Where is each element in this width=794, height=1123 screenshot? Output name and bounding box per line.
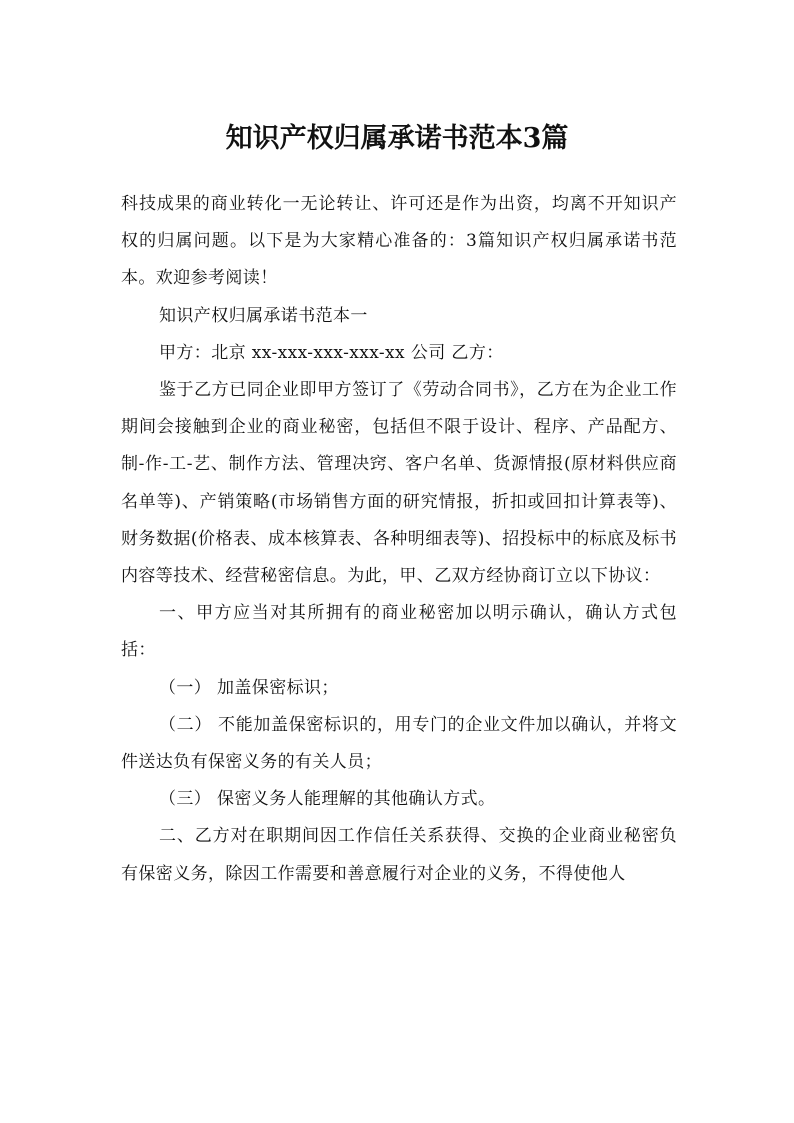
paragraph-item-3: （三） 保密义务人能理解的其他确认方式。 xyxy=(159,789,496,810)
paragraph-parties: 甲方：北京 xx-xxx-xxx-xxx-xx 公司 乙方： xyxy=(159,342,504,363)
paragraph-intro: 科技成果的商业转化一无论转让、许可还是作为出资，均离不开知识产权的归属问题。以下是为大家精心准备的：3篇知识产权归属承诺书范本。欢迎参考阅读！ xyxy=(121,194,677,289)
paragraph-section-heading: 知识产权归属承诺书范本一 xyxy=(159,305,368,326)
paragraph-recital: 鉴于乙方已同企业即甲方签订了《劳动合同书》，乙方在为企业工作期间会接触到企业的商业秘密，包括但不限于设计、程序、产品配方、制-作-工-艺、制作方法、管理决窍、客户名单、货源情报(原材料供应商名单等)、产销策略(市场销售方面的研究情报，折扣或回扣计算表等)、财务数据(价格表、成本核算表、各种明细表等)、招投标中的标底及标书内容等技术、经营秘密信息。为此，甲、乙双方经协商订立以下协议： xyxy=(121,380,677,587)
document-body xyxy=(121,186,677,893)
document-title: 知识产权归属承诺书范本3篇 xyxy=(225,123,569,154)
paragraph-clause-1: 一、甲方应当对其所拥有的商业秘密加以明示确认，确认方式包括： xyxy=(121,603,677,661)
paragraph-clause-2: 二、乙方对在职期间因工作信任关系获得、交换的企业商业秘密负有保密义务，除因工作需要和善意履行对企业的义务，不得使他人 xyxy=(121,826,677,884)
paragraph-item-2: （二） 不能加盖保密标识的，用专门的企业文件加以确认，并将文件送达负有保密义务的有关人员； xyxy=(121,714,677,773)
paragraph-item-1: （一） 加盖保密标识； xyxy=(159,677,339,698)
